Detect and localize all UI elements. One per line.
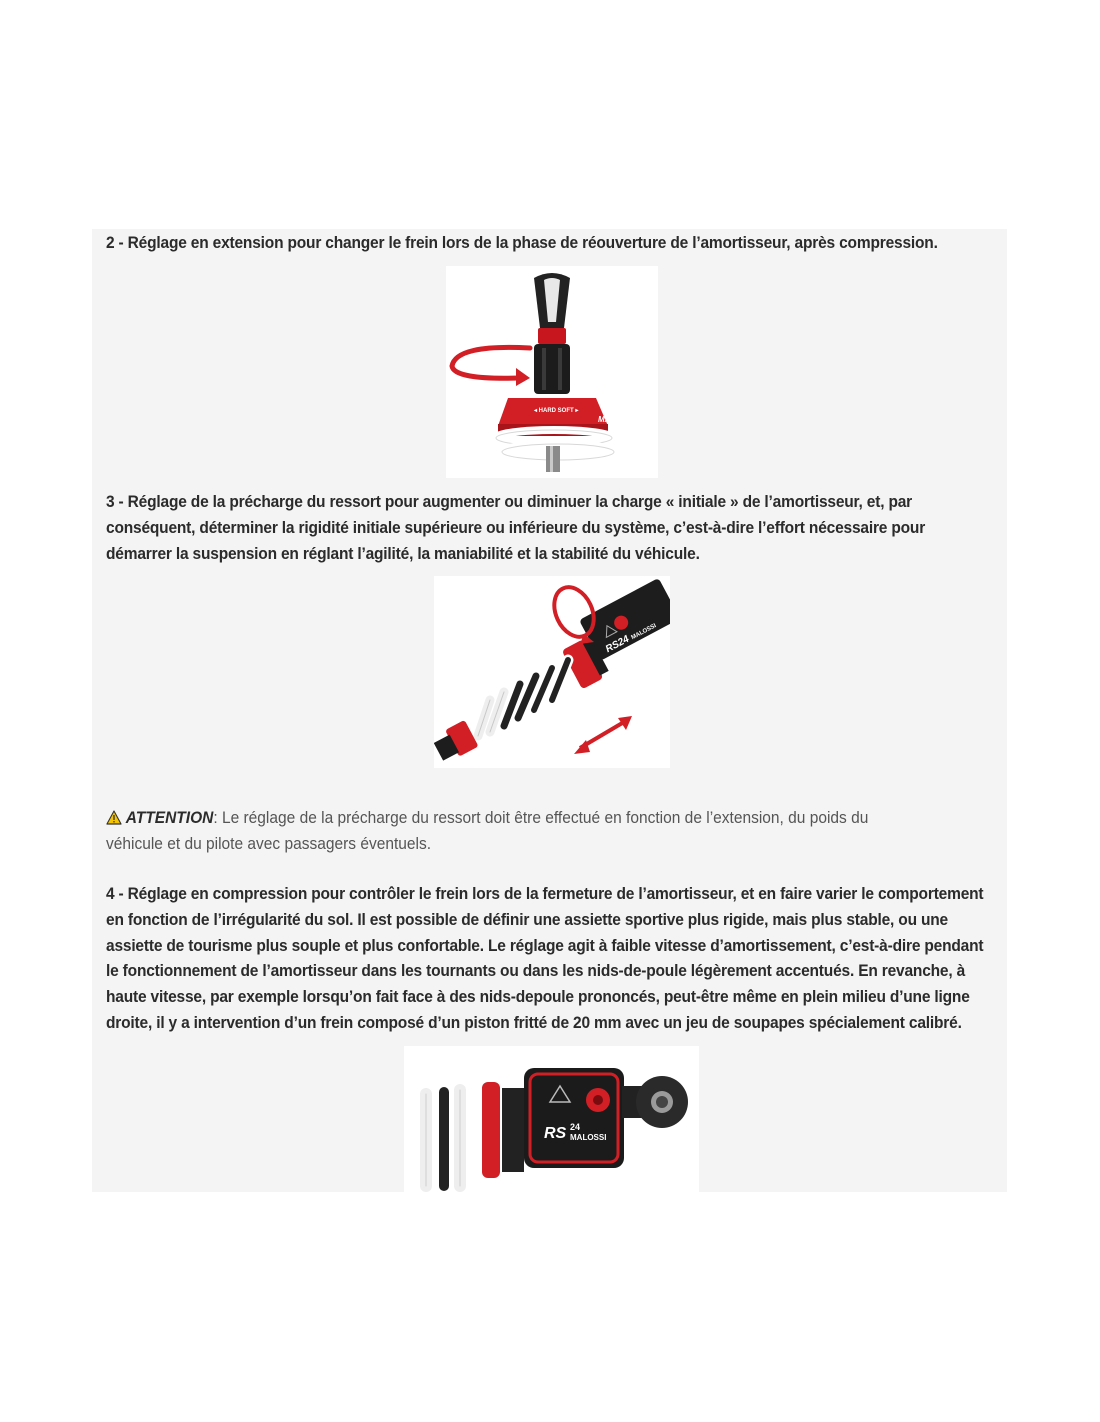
rs24-label: RS24 (603, 633, 632, 656)
malossi-label: MALOSSI (630, 623, 658, 642)
rs-24-label: 24 (570, 1122, 581, 1132)
section-4-heading: 4 - Réglage en compression pour contrôler le frein lors de la fermeture de l’amortisseur, et en faire varier le comportement en fonction de l’irrégularité du sol. Il est possible de définir une assiette sportive plus rigide, mais plus stable, ou une assiette de tourisme plus souple et plus confortable. Le réglage agit à faible vitesse d’amortissement, c’est-à-dire pendant le fonctionnement de l’amortisseur dans les tournants ou dans les nids-de-poule légèrement accentués. En revanche, à haute vitesse, par exemple lorsqu’on fait face à des nids-depoule prononcés, peut-être même en plein milieu d’une ligne droite, il y a intervention d’un frein composé d’un piston fritté de 20 mm avec un jeu de soupapes spécialement calibré. (106, 885, 984, 1032)
hard-soft-label: ◂ HARD SOFT ▸ (534, 408, 579, 414)
attention-note (106, 806, 924, 858)
section-2-heading: 2 - Réglage en extension pour changer le frein lors de la phase de réouverture de l’amortisseur, après compression. (106, 234, 938, 252)
section-3-heading: 3 - Réglage de la précharge du ressort pour augmenter ou diminuer la charge « initiale » de l’amortisseur, et, par conséquent, déterminer la rigidité initiale supérieure ou inférieure du système, c’est-à-dire l’effort nécessaire pour démarrer la suspension en réglant l’agilité, la maniabilité et la stabilité du véhicule. (106, 493, 926, 563)
brand-mark-label: MA (598, 415, 611, 424)
compression-adjust-image (404, 1046, 699, 1192)
content-panel (92, 229, 1007, 1192)
rebound-adjust-image (446, 266, 658, 478)
malossi-brand-label: MALOSSI (570, 1133, 607, 1142)
rs-label: RS (544, 1125, 567, 1142)
attention-text: : Le réglage de la précharge du ressort doit être effectué en fonction de l’extension, du poids du véhicule et du pilote avec passagers éventuels. (106, 809, 869, 853)
warning-icon (106, 810, 122, 825)
attention-label: ATTENTION (125, 809, 214, 827)
preload-adjust-image (434, 576, 670, 768)
